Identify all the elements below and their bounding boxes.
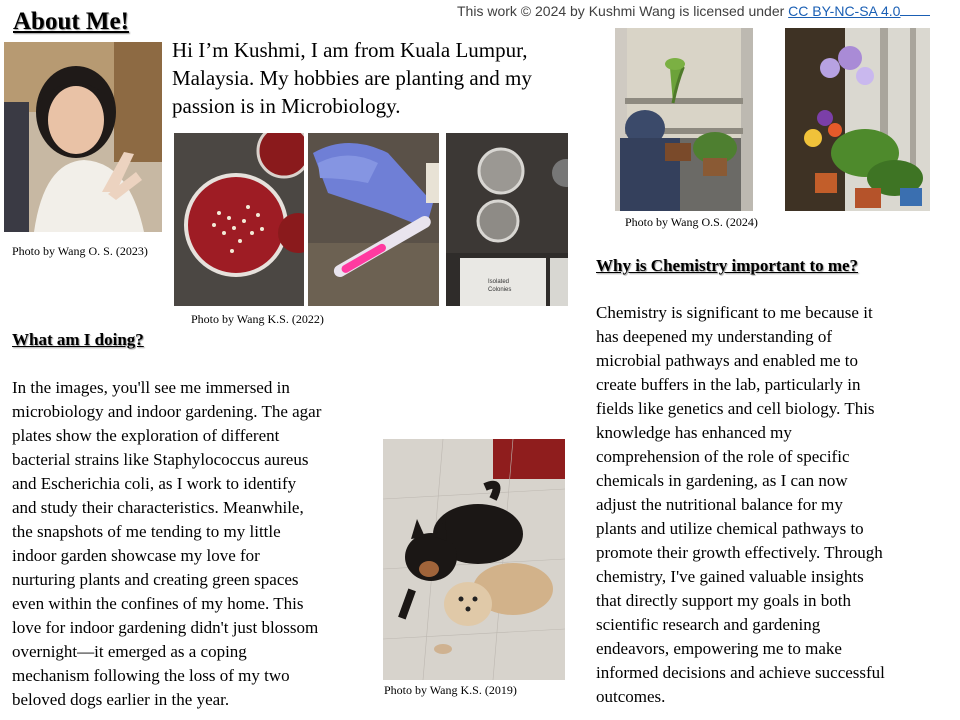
doing-body-line: mechanism following the loss of my two — [12, 666, 290, 685]
license-text: This work © 2024 by Kushmi Wang is licensed under — [457, 3, 789, 19]
agar-plate-photo — [174, 133, 304, 306]
chemistry-body-line: microbial pathways and enabled me to — [596, 351, 858, 370]
chemistry-body-line: adjust the nutritional balance for my — [596, 495, 843, 514]
isolated-colonies-photo — [446, 133, 568, 306]
license-link-trail[interactable] — [900, 3, 930, 16]
chemistry-body-line: Chemistry is significant to me because it — [596, 303, 873, 322]
license-notice — [457, 3, 930, 19]
chemistry-body-line: comprehension of the role of specific — [596, 447, 850, 466]
lab-photos-caption: Photo by Wang K.S. (2022) — [191, 312, 324, 326]
chemistry-body-line: informed decisions and achieve successful — [596, 663, 885, 682]
portrait-photo — [4, 42, 162, 232]
doing-body-line: In the images, you'll see me immersed in — [12, 378, 290, 397]
doing-body-line: and study their characteristics. Meanwhile, — [12, 498, 304, 517]
doing-body-line: nurturing plants and creating green spaces — [12, 570, 299, 589]
test-tube-photo — [308, 133, 439, 306]
doing-body — [12, 376, 382, 712]
chemistry-body-line: scientific research and gardening — [596, 615, 821, 634]
chemistry-body — [596, 301, 946, 709]
doing-body-line: overnight—it emerged as a coping — [12, 642, 247, 661]
garden-caption: Photo by Wang O.S. (2024) — [625, 215, 758, 229]
chemistry-heading: Why is Chemistry important to me? — [596, 256, 859, 275]
chemistry-body-line: chemistry, I've gained valuable insights — [596, 567, 864, 586]
chemistry-body-line: has deepened my understanding of — [596, 327, 833, 346]
doing-body-line: beloved dogs earlier in the year. — [12, 690, 230, 709]
doing-body-line: bacterial strains like Staphylococcus aureus — [12, 450, 309, 469]
page-title: About Me! — [13, 8, 129, 35]
doing-body-line: the snapshots of me tending to my little — [12, 522, 281, 541]
chemistry-body-line: that directly support my goals in both — [596, 591, 851, 610]
doing-body-line: even within the confines of my home. This — [12, 594, 304, 613]
doing-body-line: indoor garden showcase my love for — [12, 546, 260, 565]
license-link[interactable]: CC BY-NC-SA 4.0 — [788, 3, 901, 19]
doing-body-line: plates show the exploration of different — [12, 426, 280, 445]
doing-body-line: microbiology and indoor gardening. The agar — [12, 402, 322, 421]
flowers-photo — [785, 28, 930, 211]
chemistry-body-line: endeavors, empowering me to make — [596, 639, 842, 658]
intro-text: Hi I’m Kushmi, I am from Kuala Lumpur, Malaysia. My hobbies are planting and my passion is in Microbiology. — [172, 38, 532, 118]
gardening-photo — [615, 28, 753, 211]
chemistry-body-line: plants and utilize chemical pathways to — [596, 519, 864, 538]
isolated-colonies-label: Isolated Colonies — [488, 279, 512, 293]
doing-body-line: and Escherichia coli, as I work to identify — [12, 474, 297, 493]
chemistry-body-line: outcomes. — [596, 687, 666, 706]
chemistry-body-line: chemicals in gardening, as I can now — [596, 471, 848, 490]
doing-body-line: love for indoor gardening didn't just blossom — [12, 618, 319, 637]
dogs-caption: Photo by Wang K.S. (2019) — [384, 683, 517, 697]
portrait-caption: Photo by Wang O. S. (2023) — [12, 244, 148, 258]
doing-heading: What am I doing? — [12, 330, 144, 349]
dogs-photo — [383, 439, 565, 680]
chemistry-body-line: knowledge has enhanced my — [596, 423, 792, 442]
chemistry-body-line: create buffers in the lab, particularly in — [596, 375, 861, 394]
chemistry-body-line: fields like genetics and cell biology. This — [596, 399, 875, 418]
chemistry-body-line: promote their growth effectively. Through — [596, 543, 883, 562]
